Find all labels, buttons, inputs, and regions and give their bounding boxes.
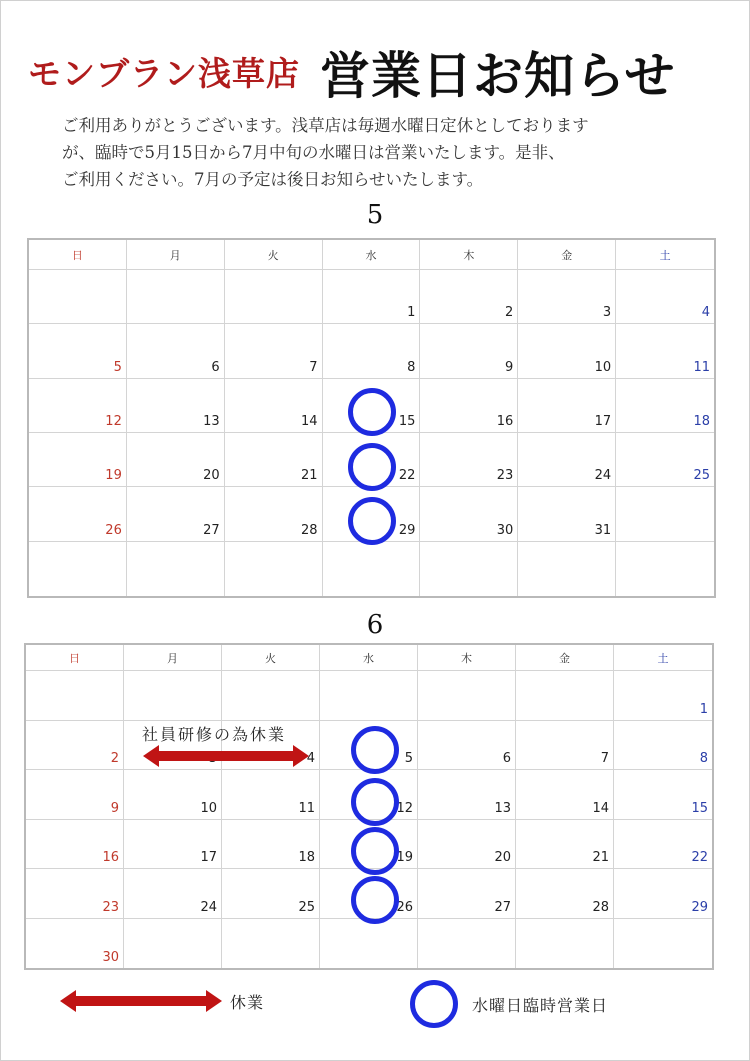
month-label-may: 5 bbox=[366, 200, 384, 230]
intro-text bbox=[62, 112, 702, 193]
open-day-circle bbox=[348, 443, 396, 491]
calendar-cell bbox=[124, 820, 222, 870]
day-number: 28 bbox=[592, 899, 609, 915]
open-day-circle bbox=[351, 876, 399, 924]
day-number: 13 bbox=[203, 413, 220, 429]
calendar-cell bbox=[418, 919, 516, 969]
calendar-cell bbox=[225, 487, 323, 541]
calendar-cell bbox=[29, 433, 127, 487]
calendar-cell bbox=[124, 770, 222, 820]
day-number: 12 bbox=[105, 413, 122, 429]
day-number: 30 bbox=[102, 950, 119, 965]
calendar-cell bbox=[616, 324, 714, 378]
day-number: 27 bbox=[203, 522, 220, 538]
day-number: 16 bbox=[496, 413, 514, 429]
day-number: 2 bbox=[505, 305, 514, 321]
calendar-cell bbox=[516, 671, 614, 721]
day-number: 21 bbox=[592, 850, 609, 865]
calendar-cell bbox=[420, 379, 518, 433]
day-number: 25 bbox=[693, 468, 710, 484]
day-number: 11 bbox=[693, 359, 710, 375]
day-number: 23 bbox=[102, 899, 119, 915]
day-number: 25 bbox=[298, 899, 315, 915]
day-number: 6 bbox=[211, 359, 220, 375]
calendar-cell bbox=[420, 433, 518, 487]
day-number: 19 bbox=[396, 850, 413, 865]
calendar-cell bbox=[225, 324, 323, 378]
day-number: 18 bbox=[693, 413, 710, 429]
day-number: 3 bbox=[602, 305, 612, 321]
calendar-cell bbox=[29, 324, 127, 378]
weekday-header: 金 bbox=[516, 645, 614, 671]
day-number: 28 bbox=[301, 522, 318, 538]
day-number: 15 bbox=[691, 800, 708, 816]
day-number: 20 bbox=[494, 850, 511, 865]
weekday-header: 木 bbox=[418, 645, 516, 671]
day-number: 24 bbox=[594, 468, 612, 484]
calendar-cell bbox=[418, 820, 516, 870]
intro-line: ご利用ありがとうございます。浅草店は毎週水曜日定休としております bbox=[62, 116, 589, 135]
calendar-cell bbox=[127, 270, 225, 324]
calendar-cell bbox=[418, 869, 516, 919]
calendar-cell bbox=[127, 487, 225, 541]
open-day-circle bbox=[351, 778, 399, 826]
open-day-circle bbox=[351, 827, 399, 875]
weekday-header: 月 bbox=[124, 645, 222, 671]
calendar-cell bbox=[124, 919, 222, 969]
calendar-cell bbox=[616, 433, 714, 487]
legend-open-label: 水曜日臨時営業日 bbox=[472, 996, 609, 1015]
day-number: 14 bbox=[592, 800, 609, 816]
day-number: 1 bbox=[699, 701, 708, 717]
day-number: 24 bbox=[200, 899, 217, 915]
calendar-cell bbox=[616, 379, 714, 433]
calendar-cell bbox=[518, 433, 616, 487]
intro-line: ご利用ください。7月の予定は後日お知らせいたします。 bbox=[62, 170, 484, 189]
calendar-cell bbox=[222, 671, 320, 721]
open-day-circle bbox=[348, 497, 396, 545]
day-number: 2 bbox=[110, 751, 119, 766]
day-number: 26 bbox=[396, 899, 413, 915]
calendar-cell bbox=[26, 721, 124, 771]
calendar-cell bbox=[420, 270, 518, 324]
double-arrow-icon bbox=[143, 745, 309, 767]
calendar-cell bbox=[420, 542, 518, 596]
calendar-cell bbox=[518, 379, 616, 433]
calendar-cell bbox=[323, 542, 421, 596]
day-number: 10 bbox=[200, 800, 217, 816]
calendar-cell bbox=[418, 721, 516, 771]
weekday-header: 土 bbox=[614, 645, 712, 671]
weekday-header: 日 bbox=[26, 645, 124, 671]
weekday-header: 木 bbox=[420, 240, 518, 270]
calendar-cell bbox=[516, 721, 614, 771]
calendar-cell bbox=[127, 379, 225, 433]
day-number: 11 bbox=[298, 800, 315, 816]
day-number: 30 bbox=[496, 522, 514, 538]
calendar-cell bbox=[516, 919, 614, 969]
calendar-cell bbox=[516, 770, 614, 820]
day-number: 6 bbox=[502, 751, 511, 766]
calendar-cell bbox=[518, 324, 616, 378]
day-number: 4 bbox=[306, 751, 315, 766]
calendar-cell bbox=[29, 379, 127, 433]
open-day-circle bbox=[351, 726, 399, 774]
day-number: 19 bbox=[105, 468, 122, 484]
calendar-cell bbox=[518, 270, 616, 324]
day-number: 5 bbox=[113, 359, 122, 375]
calendar-cell bbox=[222, 820, 320, 870]
weekday-header: 月 bbox=[127, 240, 225, 270]
calendar-cell bbox=[516, 869, 614, 919]
day-number: 17 bbox=[200, 850, 217, 865]
calendar-cell bbox=[518, 542, 616, 596]
day-number: 9 bbox=[110, 800, 119, 816]
day-number: 14 bbox=[301, 413, 318, 429]
calendar-cell bbox=[420, 324, 518, 378]
day-number: 29 bbox=[691, 899, 708, 915]
day-number: 23 bbox=[496, 468, 514, 484]
calendar-cell bbox=[222, 919, 320, 969]
calendar-cell bbox=[516, 820, 614, 870]
calendar-cell bbox=[127, 433, 225, 487]
calendar-cell bbox=[127, 324, 225, 378]
day-number: 18 bbox=[298, 850, 315, 865]
day-number: 4 bbox=[701, 305, 710, 321]
calendar-cell bbox=[418, 671, 516, 721]
weekday-header: 火 bbox=[225, 240, 323, 270]
calendar-cell bbox=[225, 433, 323, 487]
calendar-cell bbox=[614, 721, 712, 771]
calendar-cell bbox=[518, 487, 616, 541]
calendar-cell bbox=[420, 487, 518, 541]
open-day-circle bbox=[348, 388, 396, 436]
weekday-header: 金 bbox=[518, 240, 616, 270]
day-number: 21 bbox=[301, 468, 318, 484]
calendar-cell bbox=[29, 542, 127, 596]
day-number: 29 bbox=[398, 522, 416, 538]
day-number: 22 bbox=[398, 468, 416, 484]
closure-note: 社員研修の為休業 bbox=[142, 725, 287, 744]
calendar-cell bbox=[225, 542, 323, 596]
shop-name: モンブラン浅草店 bbox=[28, 54, 300, 93]
day-number: 17 bbox=[594, 413, 612, 429]
calendar-cell bbox=[26, 919, 124, 969]
page-title: 営業日お知らせ bbox=[320, 47, 676, 105]
calendar-cell bbox=[616, 270, 714, 324]
day-number: 10 bbox=[594, 359, 612, 375]
legend-circle-icon bbox=[410, 980, 458, 1028]
calendar-cell bbox=[225, 379, 323, 433]
day-number: 8 bbox=[407, 359, 416, 375]
day-number: 22 bbox=[691, 850, 708, 865]
calendar-cell bbox=[222, 869, 320, 919]
calendar-cell bbox=[323, 270, 421, 324]
calendar-cell bbox=[323, 324, 421, 378]
weekday-header: 土 bbox=[616, 240, 714, 270]
day-number: 7 bbox=[309, 359, 318, 375]
day-number: 7 bbox=[600, 751, 609, 766]
calendar-cell bbox=[616, 542, 714, 596]
day-number: 16 bbox=[102, 850, 119, 865]
calendar-cell bbox=[29, 487, 127, 541]
calendar-cell bbox=[26, 671, 124, 721]
legend-closed-label: 休業 bbox=[230, 993, 265, 1012]
calendar-cell bbox=[124, 869, 222, 919]
calendar-cell bbox=[616, 487, 714, 541]
day-number: 1 bbox=[407, 305, 416, 321]
weekday-header: 火 bbox=[222, 645, 320, 671]
calendar-cell bbox=[222, 770, 320, 820]
weekday-header: 水 bbox=[323, 240, 421, 270]
day-number: 20 bbox=[203, 468, 220, 484]
calendar-cell bbox=[26, 869, 124, 919]
day-number: 27 bbox=[494, 899, 511, 915]
calendar-cell bbox=[614, 671, 712, 721]
day-number: 15 bbox=[398, 413, 416, 429]
intro-line: が、臨時で5月15日から7月中旬の水曜日は営業いたします。是非、 bbox=[62, 143, 565, 162]
calendar-cell bbox=[614, 869, 712, 919]
calendar-cell bbox=[614, 820, 712, 870]
calendar-cell bbox=[320, 671, 418, 721]
weekday-header: 水 bbox=[320, 645, 418, 671]
calendar-cell bbox=[127, 542, 225, 596]
calendar-cell bbox=[614, 919, 712, 969]
calendar-cell bbox=[614, 770, 712, 820]
calendar-cell bbox=[26, 820, 124, 870]
calendar-cell bbox=[320, 919, 418, 969]
legend-double-arrow-icon bbox=[60, 990, 222, 1012]
month-label-june: 6 bbox=[366, 610, 384, 640]
calendar-cell bbox=[225, 270, 323, 324]
calendar-cell bbox=[26, 770, 124, 820]
day-number: 26 bbox=[105, 522, 122, 538]
day-number: 13 bbox=[494, 800, 511, 816]
calendar-cell bbox=[29, 270, 127, 324]
day-number: 9 bbox=[505, 359, 514, 375]
weekday-header: 日 bbox=[29, 240, 127, 270]
day-number: 12 bbox=[396, 800, 413, 816]
calendar-cell bbox=[124, 671, 222, 721]
day-number: 8 bbox=[699, 751, 708, 766]
day-number: 5 bbox=[404, 751, 413, 766]
day-number: 31 bbox=[594, 522, 612, 538]
calendar-cell bbox=[418, 770, 516, 820]
